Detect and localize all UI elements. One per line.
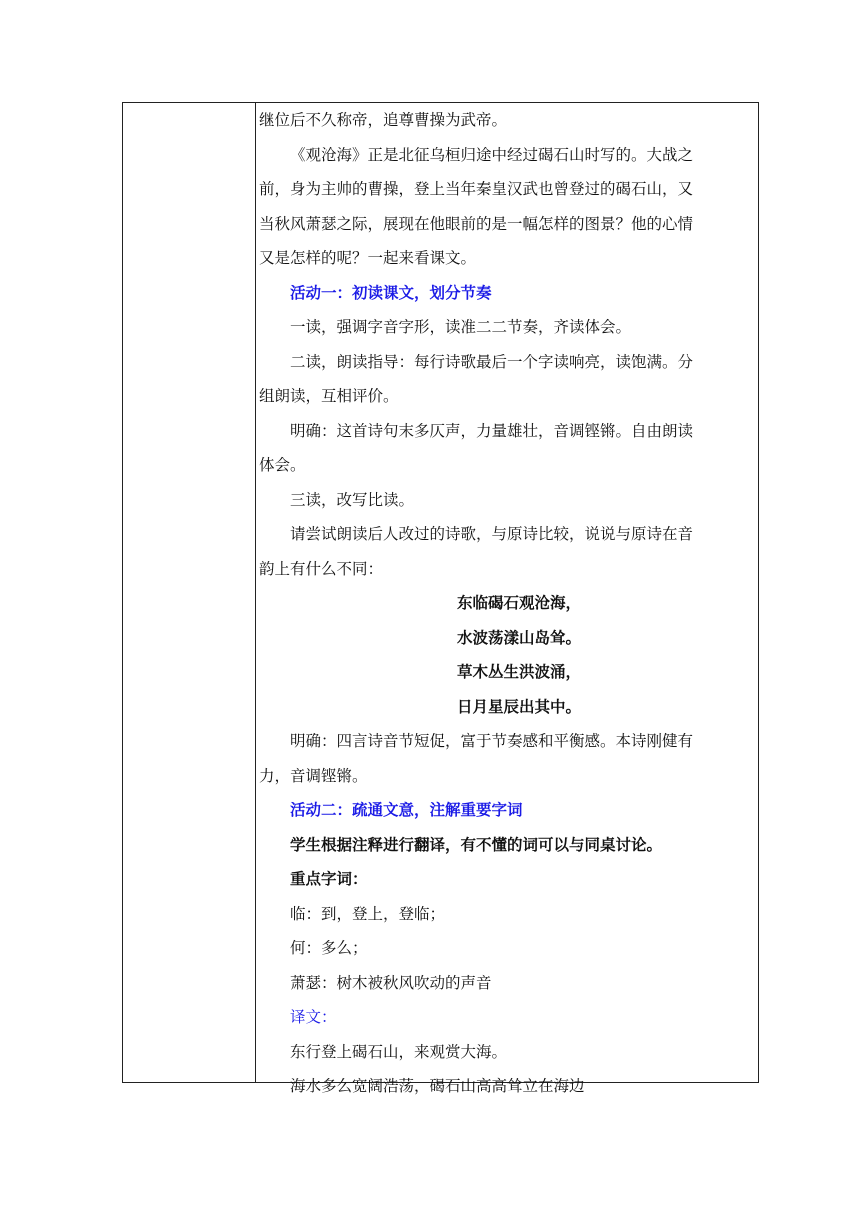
text-line: 组朗读，互相评价。 [259, 387, 399, 405]
text-line: 力，音调铿锵。 [259, 766, 368, 785]
activity-heading: 活动一：初读课文，划分节奏 [290, 282, 492, 302]
instruction-line: 学生根据注释进行翻译，有不懂的词可以与同桌讨论。 [290, 834, 663, 854]
poem-line: 日月星辰出其中。 [457, 696, 582, 716]
text-line: 明确：这首诗句末多仄声，力量雄壮，音调铿锵。自由朗读 [290, 421, 694, 440]
text-line: 《观沧海》正是北征乌桓归途中经过碣石山时写的。大战之 [290, 145, 694, 164]
text-line: 体会。 [259, 456, 306, 474]
lesson-content [259, 103, 752, 1104]
translation-heading: 译文： [290, 1008, 337, 1026]
poem-line: 东临碣石观沧海， [457, 593, 582, 612]
key-words-heading: 重点字词： [290, 869, 368, 888]
text-line: 韵上有什么不同： [259, 559, 384, 578]
vocab-line: 萧瑟：树木被秋风吹动的声音 [290, 973, 492, 992]
poem-line: 草木丛生洪波涌， [457, 662, 582, 681]
lesson-table [122, 102, 759, 1095]
text-line: 三读，改写比读。 [290, 490, 415, 509]
text-line: 前，身为主帅的曹操，登上当年秦皇汉武也曾登过的碣石山，又 [259, 180, 694, 198]
activity-heading: 活动二：疏通文意，注解重要字词 [290, 800, 523, 819]
translation-line: 海水多么宽阔浩荡，碣石山高高耸立在海边 [290, 1077, 585, 1095]
text-line: 又是怎样的呢？一起来看课文。 [259, 249, 477, 267]
text-line: 请尝试朗读后人改过的诗歌，与原诗比较，说说与原诗在音 [290, 525, 694, 543]
table-left-column [123, 103, 256, 1082]
text-line: 一读，强调字音字形，读准二二节奏，齐读体会。 [290, 318, 632, 336]
translation-line: 东行登上碣石山，来观赏大海。 [290, 1042, 508, 1061]
text-line: 明确：四言诗音节短促，富于节奏感和平衡感。本诗刚健有 [290, 732, 694, 750]
text-line: 继位后不久称帝，追尊曹操为武帝。 [259, 111, 508, 129]
poem-line: 水波荡漾山岛耸。 [457, 627, 582, 647]
text-line: 二读，朗读指导：每行诗歌最后一个字读响亮，读饱满。分 [290, 352, 694, 371]
vocab-line: 临：到，登上，登临； [290, 904, 446, 923]
text-line: 当秋风萧瑟之际，展现在他眼前的是一幅怎样的图景？他的心情 [259, 214, 694, 233]
vocab-line: 何：多么； [290, 939, 368, 957]
